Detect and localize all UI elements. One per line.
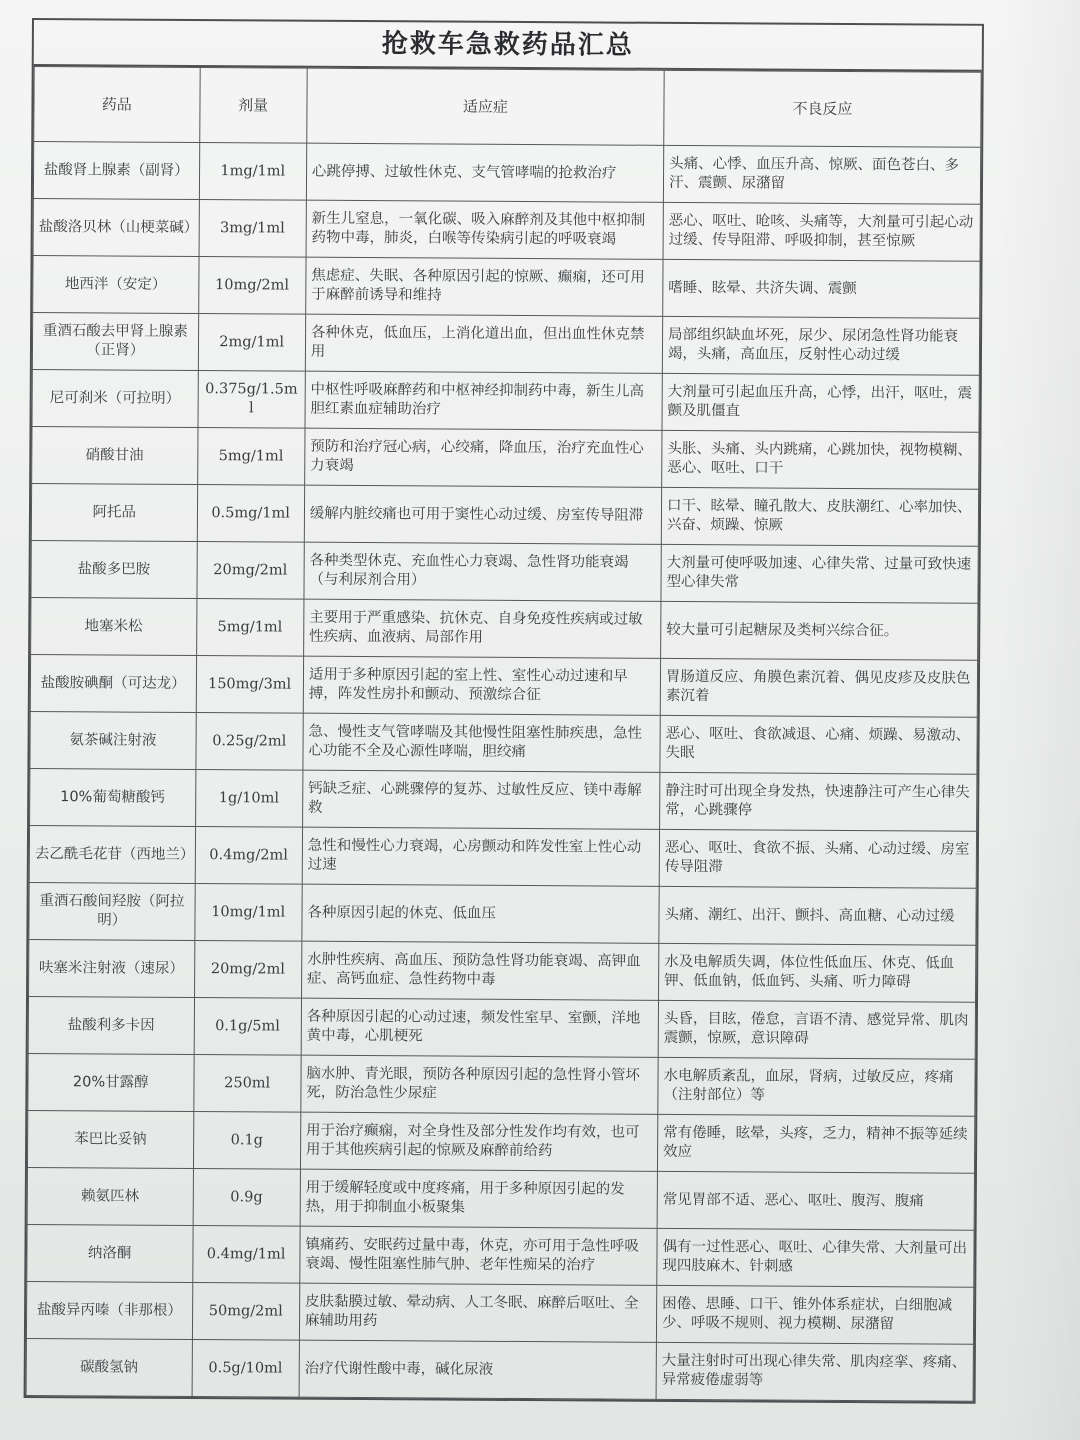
table-row [26,1338,973,1401]
table-row [32,427,979,490]
dose-cell: 0.1g/5ml [194,998,302,1056]
indication-cell: 各种休克，低血压，上消化道出血，但出血性休克禁用 [305,314,662,373]
table-row [32,313,979,376]
indication-cell: 中枢性呼吸麻醉药和中枢神经抑制药中毒，新生儿高胆红素血症辅助治疗 [305,371,662,430]
drug-name-cell: 苯巴比妥钠 [27,1110,193,1168]
column-header-dose: 剂量 [199,68,307,144]
table-row [31,598,978,661]
dose-cell: 5mg/1ml [197,428,305,486]
drug-name-cell: 盐酸多巴胺 [31,541,197,599]
adverse-reaction-cell: 大剂量可使呼吸加速、心律失常、过量可致快速型心律失常 [661,544,978,603]
drug-name-cell: 尼可刹米（可拉明） [32,370,198,428]
dose-cell: 10mg/1ml [194,884,302,942]
dose-cell: 2mg/1ml [198,314,306,372]
drug-name-cell: 去乙酰毛花苷（西地兰） [29,826,195,884]
dose-cell: 5mg/1ml [196,599,304,657]
dose-cell: 0.4mg/1ml [192,1226,300,1284]
dose-cell: 20mg/2ml [196,542,304,600]
table-row [30,655,977,718]
dose-cell: 0.25g/2ml [195,713,303,771]
indication-cell: 各种原因引起的休克、低血压 [302,884,659,943]
adverse-reaction-cell: 嗜睡、眩晕、共济失调、震颤 [663,259,980,318]
indication-cell: 新生儿窒息，一氧化碳、吸入麻醉剂及其他中枢抑制药物中毒，肺炎，白喉等传染病引起的呼吸衰竭 [306,200,663,259]
indication-cell: 用于缓解轻度或中度疼痛，用于多种原因引起的发热，用于抑制血小板聚集 [300,1169,657,1228]
adverse-reaction-cell: 局部组织缺血坏死，尿少、尿闭急性肾功能衰竭，头痛，高血压，反射性心动过缓 [662,316,979,375]
adverse-reaction-cell: 头胀、头痛、头内跳痛，心跳加快，视物模糊、恶心、呕吐、口干 [662,430,979,489]
indication-cell: 主要用于严重感染、抗休克、自身免疫性疾病或过敏性疾病、血液病、局部作用 [303,599,660,658]
adverse-reaction-cell: 水及电解质失调，体位性低血压、休克、低血钾、低血钠，低血钙、头痛、听力障碍 [658,943,975,1002]
table-header-row [34,67,981,148]
indication-cell: 各种原因引起的心动过速，频发性室早、室颤，洋地黄中毒，心肌梗死 [301,998,658,1057]
adverse-reaction-cell: 头痛、心悸、血压升高、惊厥、面色苍白、多汗、震颤、尿潴留 [663,145,980,204]
dose-cell: 0.375g/1.5ml [198,371,306,429]
indication-cell: 脑水肿、青光眼，预防各种原因引起的急性肾小管坏死，防治急性少尿症 [301,1055,658,1114]
table-row [29,882,976,945]
drug-name-cell: 盐酸利多卡因 [28,996,194,1054]
table-row [29,939,976,1002]
table-row [26,1281,973,1344]
table-row [33,199,980,262]
adverse-reaction-cell: 水电解质紊乱，血尿，肾病，过敏反应，疼痛（注射部位）等 [658,1057,975,1116]
drug-name-cell: 纳洛酮 [27,1224,193,1282]
dose-cell: 250ml [193,1055,301,1113]
adverse-reaction-cell: 偶有一过性恶心、呕吐、心律失常、大剂量可出现四肢麻木、针刺感 [657,1228,974,1287]
drug-name-cell: 赖氨匹林 [27,1167,193,1225]
table-row [28,996,975,1059]
drug-name-cell: 盐酸异丙嗪（非那根） [26,1281,192,1339]
dose-cell: 0.5g/10ml [192,1340,300,1398]
document-sheet [24,18,984,1404]
indication-cell: 急性和慢性心力衰竭，心房颤动和阵发性室上性心动过速 [302,827,659,886]
drug-name-cell: 地西泮（安定） [33,256,199,314]
document-title: 抢救车急救药品汇总 [34,20,982,72]
table-row [27,1110,974,1173]
drug-name-cell: 盐酸胺碘酮（可达龙） [30,655,196,713]
dose-cell: 50mg/2ml [192,1283,300,1341]
table-row [27,1167,974,1230]
dose-cell: 0.5mg/1ml [197,485,305,543]
indication-cell: 急、慢性支气管哮喘及其他慢性阻塞性肺疾患，急性心功能不全及心源性哮喘，胆绞痛 [303,713,660,772]
table-row [32,370,979,433]
dose-cell: 10mg/2ml [198,257,306,315]
adverse-reaction-cell: 头昏，目眩，倦怠，言语不清、感觉异常、肌肉震颤，惊厥，意识障碍 [658,1000,975,1059]
dose-cell: 20mg/2ml [194,941,302,999]
indication-cell: 适用于多种原因引起的室上性、室性心动过速和早搏，阵发性房扑和颤动、预激综合征 [303,656,660,715]
drug-name-cell: 硝酸甘油 [32,427,198,485]
drug-name-cell: 阿托品 [31,484,197,542]
dose-cell: 0.9g [193,1169,301,1227]
indication-cell: 预防和治疗冠心病，心绞痛，降血压，治疗充血性心力衰竭 [304,428,661,487]
table-row [31,541,978,604]
column-header-adverse: 不良反应 [664,70,981,147]
table-row [30,769,977,832]
adverse-reaction-cell: 常见胃部不适、恶心、呕吐、腹泻、腹痛 [657,1171,974,1230]
table-row [31,484,978,547]
drug-name-cell: 盐酸肾上腺素（副肾） [33,142,199,200]
indication-cell: 心跳停搏、过敏性休克、支气管哮喘的抢救治疗 [306,143,663,202]
adverse-reaction-cell: 大量注射时可出现心律失常、肌肉痉挛、疼痛、异常疲倦虚弱等 [656,1342,973,1401]
adverse-reaction-cell: 恶心、呕吐、食欲减退、心痛、烦躁、易激动、失眠 [660,715,977,774]
column-header-drug: 药品 [34,67,200,143]
adverse-reaction-cell: 恶心、呕吐、呛咳、头痛等，大剂量可引起心动过缓、传导阻滞、呼吸抑制，甚至惊厥 [663,202,980,261]
adverse-reaction-cell: 胃肠道反应、角膜色素沉着、偶见皮疹及皮肤色素沉着 [660,658,977,717]
dose-cell: 1g/10ml [195,770,303,828]
drug-name-cell: 20%甘露醇 [28,1053,194,1111]
indication-cell: 钙缺乏症、心跳骤停的复苏、过敏性反应、镁中毒解救 [302,770,659,829]
indication-cell: 治疗代谢性酸中毒，碱化尿液 [299,1340,656,1399]
adverse-reaction-cell: 大剂量可引起血压升高，心悸，出汗，呕吐，震颤及肌僵直 [662,373,979,432]
column-header-indication: 适应症 [307,68,665,145]
adverse-reaction-cell: 困倦、思睡、口干、锥外体系症状，白细胞减少、呼吸不规则、视力模糊、尿潴留 [656,1285,973,1344]
indication-cell: 皮肤黏膜过敏、晕动病、人工冬眠、麻醉后呕吐、全麻辅助用药 [299,1283,656,1342]
dose-cell: 3mg/1ml [199,200,307,258]
drug-name-cell: 盐酸洛贝林（山梗菜碱） [33,199,199,257]
drug-name-cell: 碳酸氢钠 [26,1338,192,1396]
indication-cell: 缓解内脏绞痛也可用于窦性心动过缓、房室传导阻滞 [304,485,661,544]
drug-name-cell: 氨茶碱注射液 [30,712,196,770]
photo-shadow [1000,0,1080,1440]
indication-cell: 各种类型休克、充血性心力衰竭、急性肾功能衰竭（与利尿剂合用） [304,542,661,601]
dose-cell: 0.1g [193,1112,301,1170]
adverse-reaction-cell: 静注时可出现全身发热，快速静注可产生心律失常，心跳骤停 [660,772,977,831]
table-row [29,826,976,889]
table-row [30,712,977,775]
dose-cell: 0.4mg/2ml [195,827,303,885]
adverse-reaction-cell: 头痛、潮红、出汗、颤抖、高血糖、心动过缓 [659,886,976,945]
dose-cell: 1mg/1ml [199,143,307,201]
drug-table [26,66,982,1402]
indication-cell: 水肿性疾病、高血压、预防急性肾功能衰竭、高钾血症、高钙血症、急性药物中毒 [301,941,658,1000]
indication-cell: 用于治疗癫痫，对全身性及部分性发作均有效，也可用于其他疾病引起的惊厥及麻醉前给药 [300,1112,657,1171]
adverse-reaction-cell: 常有倦睡，眩晕，头疼，乏力，精神不振等延续效应 [657,1114,974,1173]
drug-name-cell: 地塞米松 [31,598,197,656]
drug-name-cell: 呋塞米注射液（速尿） [29,939,195,997]
table-row [28,1053,975,1116]
drug-name-cell: 重酒石酸去甲肾上腺素（正肾） [32,313,198,371]
adverse-reaction-cell: 口干、眩晕、瞳孔散大、皮肤潮红、心率加快、兴奋、烦躁、惊厥 [661,487,978,546]
drug-name-cell: 重酒石酸间羟胺（阿拉明） [29,882,195,940]
dose-cell: 150mg/3ml [196,656,304,714]
drug-name-cell: 10%葡萄糖酸钙 [30,769,196,827]
indication-cell: 镇痛药、安眠药过量中毒，休克，亦可用于急性呼吸衰竭、慢性阻塞性肺气肿、老年性痴呆的治疗 [300,1226,657,1285]
table-row [27,1224,974,1287]
indication-cell: 焦虑症、失眠、各种原因引起的惊厥、癫痫，还可用于麻醉前诱导和维持 [306,257,663,316]
table-row [33,256,980,319]
adverse-reaction-cell: 恶心、呕吐、食欲不振、头痛、心动过缓、房室传导阻滞 [659,829,976,888]
adverse-reaction-cell: 较大量可引起糖尿及类柯兴综合征。 [661,601,978,660]
table-row [33,142,980,205]
